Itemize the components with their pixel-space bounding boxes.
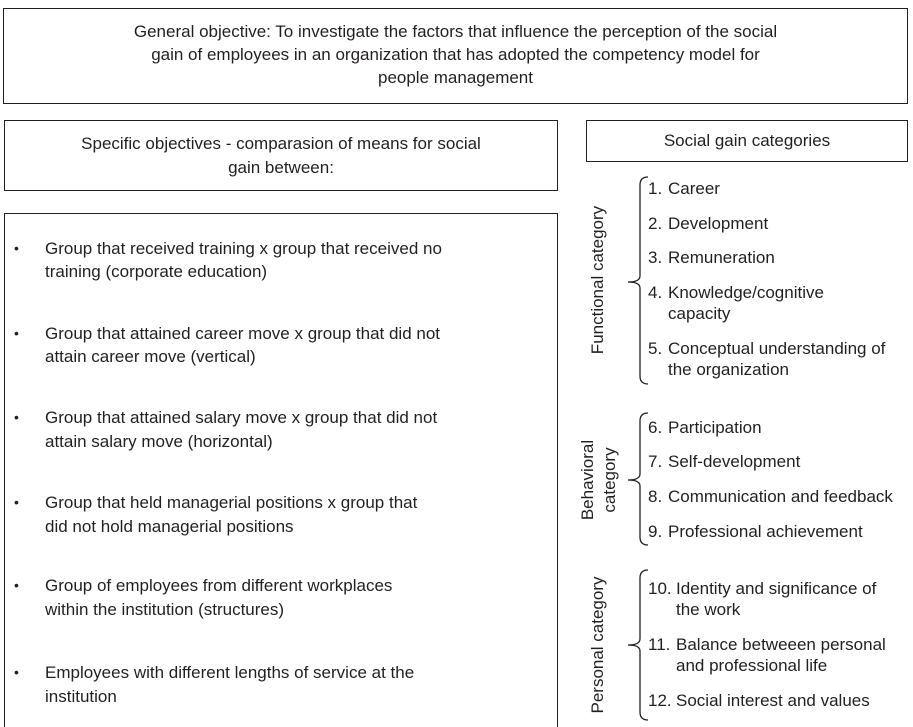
behavioral-category-label: Behavioral	[578, 439, 597, 521]
category-item-number: 6.	[648, 418, 663, 437]
specific-objectives-title: Specific objectives - comparasion of means for social	[81, 134, 481, 153]
personal-bracket	[628, 570, 648, 720]
objective-text: institution	[45, 687, 117, 706]
category-item-number: 11.	[648, 635, 671, 654]
category-item-number: 9.	[648, 522, 663, 541]
category-item-number: 5.	[648, 339, 663, 358]
category-item-text: and professional life	[676, 656, 828, 675]
social-gain-title: Social gain categories	[663, 131, 831, 150]
bullet: •	[14, 664, 19, 680]
category-item-text: Remuneration	[668, 248, 775, 267]
functional-bracket	[628, 177, 648, 384]
objective-text: Employees with different lengths of service at the	[45, 663, 415, 682]
bullet: •	[14, 325, 19, 341]
category-item-text: Development	[668, 214, 769, 233]
category-item-number: 3.	[648, 248, 663, 267]
bullet: •	[14, 240, 19, 256]
objective-text: Group that held managerial positions x group that	[45, 493, 418, 512]
bullet: •	[14, 577, 19, 593]
personal-category-label: Personal category	[588, 576, 607, 714]
category-item-text: Professional achievement	[668, 522, 863, 541]
category-item-number: 10.	[648, 579, 672, 598]
category-item-text: Self-development	[668, 452, 801, 471]
objective-text: Group of employees from different workplaces	[45, 576, 393, 595]
category-item-text: Identity and significance of	[676, 579, 877, 598]
general-objective-line: General objective: To investigate the factors that influence the perception of the social	[133, 22, 778, 41]
bullet: •	[14, 494, 19, 510]
category-item-number: 1.	[648, 179, 663, 198]
category-item-text: the organization	[668, 360, 789, 379]
behavioral-category-label: category	[600, 447, 619, 513]
category-item-text: Participation	[668, 418, 762, 437]
general-objective-line: gain of employees in an organization that has adopted the competency model for	[151, 45, 760, 64]
objective-text: attain salary move (horizontal)	[45, 432, 273, 451]
category-item-text: Communication and feedback	[668, 487, 893, 506]
objective-text: Group that attained salary move x group that did not	[45, 408, 438, 427]
category-item-text: Conceptual understanding of	[668, 339, 886, 358]
objective-text: Group that received training x group that received no	[45, 239, 442, 258]
category-item-text: Social interest and values	[676, 691, 870, 710]
category-item-text: the work	[676, 600, 741, 619]
objective-text: did not hold managerial positions	[45, 517, 294, 536]
objective-text: Group that attained career move x group that did not	[45, 324, 441, 343]
general-objective-line: people management	[377, 68, 533, 87]
behavioral-bracket	[628, 413, 648, 545]
category-item-text: Balance betweeen personal	[676, 635, 886, 654]
category-item-text: Career	[668, 179, 720, 198]
objective-text: training (corporate education)	[45, 262, 268, 281]
specific-objectives-title: gain between:	[228, 158, 334, 177]
category-item-number: 2.	[648, 214, 663, 233]
functional-category-label: Functional category	[588, 205, 607, 355]
category-item-text: capacity	[668, 304, 731, 323]
bullet: •	[14, 409, 19, 425]
category-item-number: 12.	[648, 691, 672, 710]
objective-text: attain career move (vertical)	[45, 347, 256, 366]
category-item-text: Knowledge/cognitive	[668, 283, 824, 302]
objective-text: within the institution (structures)	[45, 600, 285, 619]
category-item-number: 8.	[648, 487, 663, 506]
category-item-number: 4.	[648, 283, 663, 302]
category-item-number: 7.	[648, 452, 663, 471]
